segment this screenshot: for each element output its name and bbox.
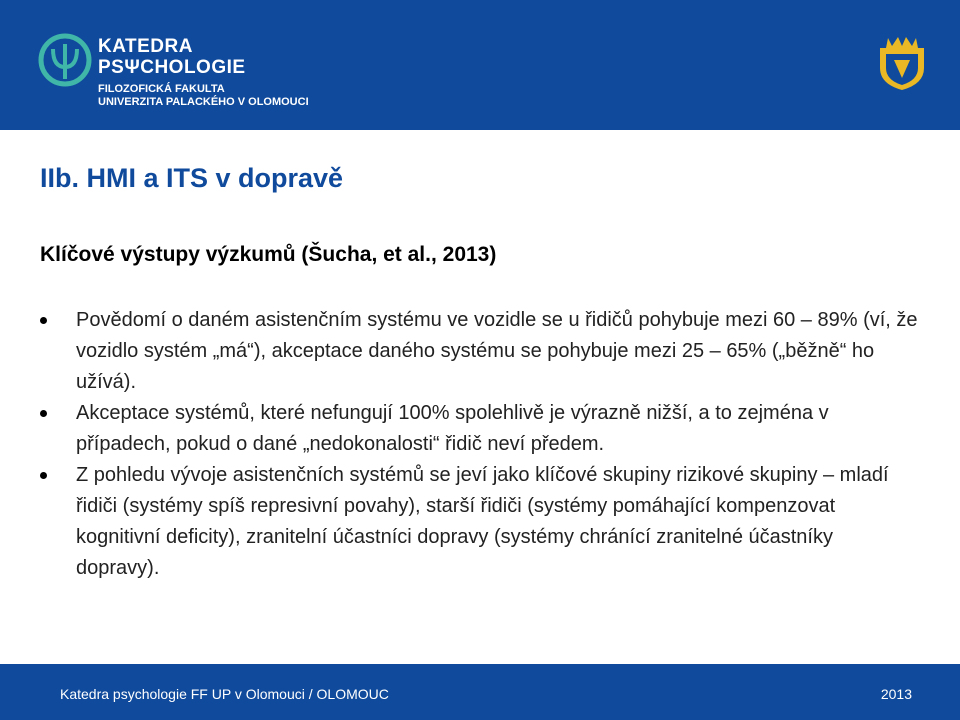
logo-line-university: UNIVERZITA PALACKÉHO V OLOMOUCI — [98, 96, 309, 108]
logo-line-psychologie: PSΨCHOLOGIE — [98, 57, 246, 78]
header-bar — [0, 0, 960, 130]
bullet-item — [40, 398, 920, 460]
bullet-item — [40, 305, 920, 398]
slide-subtitle: Klíčové výstupy výzkumů (Šucha, et al., 2013) — [40, 243, 497, 266]
bullet-dot-icon — [40, 472, 47, 479]
bullet-dot-icon — [40, 317, 47, 324]
slide-title: IIb. HMI a ITS v dopravě — [40, 163, 344, 193]
bullet-text: Akceptace systémů, které nefungují 100% spolehlivě je výrazně nižší, a to zejména v případech, pokud o dané „nedokonalosti“ řidič neví předem. — [76, 402, 829, 455]
bullet-dot-icon — [40, 410, 47, 417]
bullet-list — [40, 305, 920, 584]
footer-bar — [0, 664, 960, 720]
psi-circle-logo-icon — [38, 33, 92, 87]
bullet-item — [40, 460, 920, 584]
university-crest-icon — [874, 34, 930, 92]
bullet-text: Z pohledu vývoje asistenčních systémů se jeví jako klíčové skupiny rizikové skupiny – mladí řidiči (systémy spíš represivní povahy), starší řidiči (systémy pomáhající kompenzovat kognitivní deficity), zranitelní účastníci dopravy (systémy chránící zranitelné účastníky dopravy). — [76, 464, 889, 579]
logo-line-faculty: FILOZOFICKÁ FAKULTA — [98, 83, 225, 95]
department-logo-text — [98, 37, 309, 109]
footer-year: 2013 — [880, 686, 912, 702]
logo-line-katedra: KATEDRA — [98, 36, 193, 57]
bullet-text: Povědomí o daném asistenčním systému ve vozidle se u řidičů pohybuje mezi 60 – 89% (ví, že vozidlo systém „má“), akceptace daného systému se pohybuje mezi 25 – 65% („běžně“ ho užívá). — [76, 309, 918, 393]
footer-department: Katedra psychologie FF UP v Olomouci / OLOMOUC — [60, 686, 389, 702]
